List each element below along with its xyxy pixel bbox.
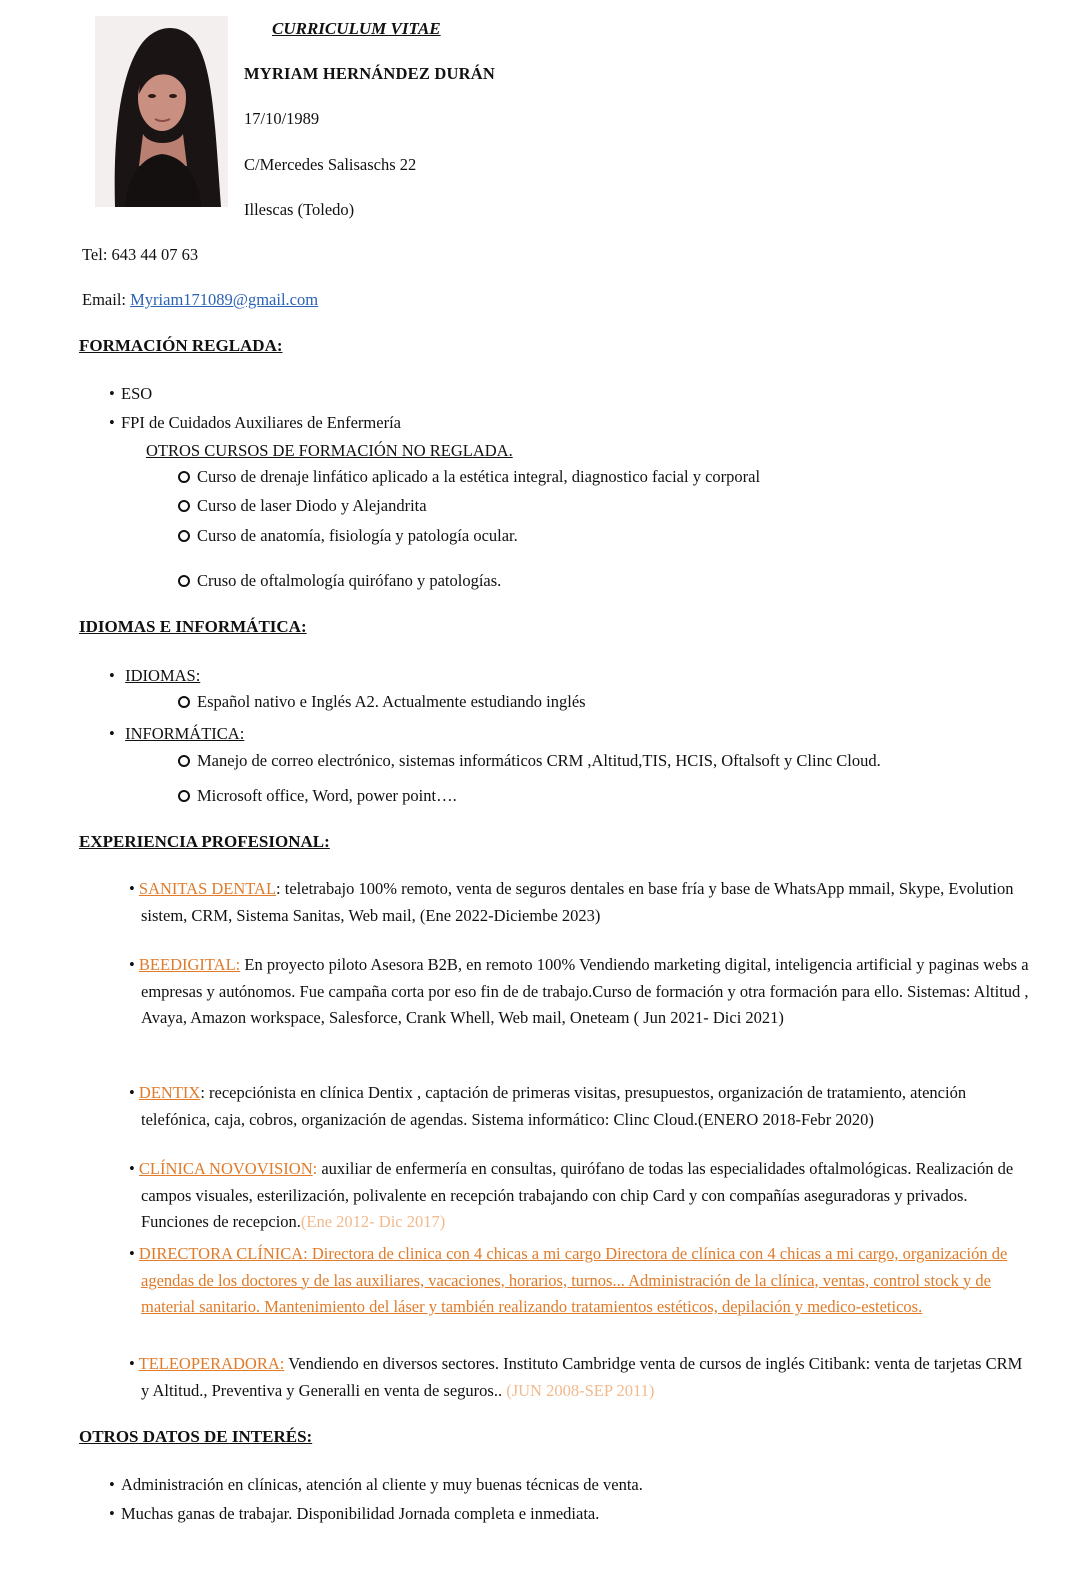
circle-bullet-icon (178, 471, 190, 483)
job-company: BEEDIGITAL: (138, 955, 241, 974)
circle-bullet-icon (178, 790, 190, 802)
job-entry: • SANITAS DENTAL: teletrabajo 100% remoto, venta de seguros dentales en base fría y base de WhatsApp mmail, Skype, Evolution sistem, CRM, Sistema Sanitas, Web mail, (Ene 2022-Diciembe 2023) (129, 879, 1014, 925)
job-entry: • TELEOPERADORA: Vendiendo en diversos sectores. Instituto Cambridge venta de cursos de inglés Citibank: venta de tarjetas CRM y Altitud., Preventiva y Generalli en venta de seguros.. (JUN 2008-SEP 2011) (129, 1354, 1023, 1400)
portrait-image (95, 16, 228, 207)
idiomas-label: IDIOMAS: (125, 666, 201, 685)
address-city: Illescas (Toledo) (244, 200, 355, 219)
section-heading-experience: EXPERIENCIA PROFESIONAL: (79, 832, 330, 851)
circle-bullet-icon (178, 696, 190, 708)
section-heading-languages: IDIOMAS E INFORMÁTICA: (79, 617, 307, 636)
job-description: auxiliar de enfermería en consultas, quirófano de todas las especialidades oftalmológicas. Realización de campos visuales, esterilización, polivalente en recepción trabajando con chip Card y con compañías aseguradoras y privados. Funciones de recepcion. (141, 1159, 1014, 1231)
email-row (82, 290, 318, 310)
job-entry: • CLÍNICA NOVOVISION: auxiliar de enfermería en consultas, quirófano de todas las especialidades oftalmológicas. Realización de campos visuales, esterilización, polivalente en recepción trabajando con chip Card y con compañías aseguradoras y privados. Funciones de recepcion.(Ene 2012- Dic 2017) (129, 1159, 1014, 1231)
list-item: Cruso de oftalmología quirófano y patologías. (178, 571, 501, 591)
address-street: C/Mercedes Salisaschs 22 (244, 155, 417, 174)
list-item: Manejo de correo electrónico, sistemas informáticos CRM ,Altitud,TIS, HCIS, Oftalsoft y Clinc Cloud. (178, 751, 881, 771)
job-company: CLÍNICA NOVOVISION (138, 1159, 313, 1178)
list-item: • ESO (109, 384, 152, 404)
list-item (109, 666, 200, 686)
list-item: Español nativo e Inglés A2. Actualmente estudiando inglés (178, 692, 586, 712)
list-item: Microsoft office, Word, power point…. (178, 786, 457, 806)
email-label: Email: (82, 290, 131, 309)
full-name: MYRIAM HERNÁNDEZ DURÁN (244, 64, 495, 83)
list-item: • FPI de Cuidados Auxiliares de Enfermería (109, 413, 401, 433)
birthdate: 17/10/1989 (244, 109, 320, 128)
job-description: Vendiendo en diversos sectores. Instituto Cambridge venta de cursos de inglés Citibank: venta de tarjetas CRM y Altitud., Preventiva y Generalli en venta de seguros.. (141, 1354, 1023, 1400)
job-company: SANITAS DENTAL (138, 879, 277, 898)
subheading-other-courses: OTROS CURSOS DE FORMACIÓN NO REGLADA. (146, 441, 513, 460)
circle-bullet-icon (178, 575, 190, 587)
list-item: Curso de drenaje linfático aplicado a la estética integral, diagnostico facial y corporal (178, 467, 760, 487)
job-description: recepciónista en clínica Dentix , captación de primeras visitas, presupuestos, organización de tratamiento, atención telefónica, caja, cobros, organización de agendas. Sistema informático: Clinc Cloud.(ENERO 2018-Febr 2020) (141, 1083, 967, 1129)
list-item: Curso de anatomía, fisiología y patología ocular. (178, 526, 518, 546)
list-item: • Muchas ganas de trabajar. Disponibilidad Jornada completa e inmediata. (109, 1504, 599, 1524)
job-company: DENTIX (138, 1083, 201, 1102)
job-description: En proyecto piloto Asesora B2B, en remoto 100% Vendiendo marketing digital, inteligencia artificial y paginas webs a empresas y autónomos. Fue campaña corta por eso fin de de trabajo.Curso de formación y otra formación para ello. Sistemas: Altitud , Avaya, Amazon workspace, Salesforce, Crank Whell, Web mail, Oneteam ( Jun 2021- Dici 2021) (141, 955, 1029, 1027)
circle-bullet-icon (178, 530, 190, 542)
email-link[interactable]: Myriam171089@gmail.com (130, 290, 319, 309)
job-entry: • BEEDIGITAL: En proyecto piloto Asesora B2B, en remoto 100% Vendiendo marketing digital, inteligencia artificial y paginas webs a empresas y autónomos. Fue campaña corta por eso fin de de trabajo.Curso de formación y otra formación para ello. Sistemas: Altitud , Avaya, Amazon workspace, Salesforce, Crank Whell, Web mail, Oneteam ( Jun 2021- Dici 2021) (129, 955, 1029, 1027)
phone: Tel: 643 44 07 63 (82, 245, 199, 264)
section-heading-education: FORMACIÓN REGLADA: (79, 336, 283, 355)
list-item (109, 724, 244, 744)
job-description: Directora de clinica con 4 chicas a mi cargo Directora de clínica con 4 chicas a mi cargo, organización de agendas de los doctores y de las auxiliares, vacaciones, horarios, turnos... Administración de la clínica, ventas, control stock y de material sanitario. Mantenimiento del láser y también realizando tratamientos estéticos, depilación y medico-esteticos. (141, 1244, 1008, 1316)
job-company: DIRECTORA CLÍNICA: (138, 1244, 308, 1263)
informatica-label: INFORMÁTICA: (125, 724, 245, 743)
circle-bullet-icon (178, 755, 190, 767)
job-entry: • DIRECTORA CLÍNICA: Directora de clinica con 4 chicas a mi cargo Directora de clínica con 4 chicas a mi cargo, organización de agendas de los doctores y de las auxiliares, vacaciones, horarios, turnos... Administración de la clínica, ventas, control stock y de material sanitario. Mantenimiento del láser y también realizando tratamientos estéticos, depilación y medico-esteticos. (129, 1244, 1008, 1316)
job-dates: (JUN 2008-SEP 2011) (506, 1380, 655, 1400)
job-description: teletrabajo 100% remoto, venta de seguros dentales en base fría y base de WhatsApp mmail, Skype, Evolution sistem, CRM, Sistema Sanitas, Web mail, (Ene 2022-Diciembe 2023) (141, 879, 1014, 925)
cv-title: CURRICULUM VITAE (272, 19, 441, 38)
circle-bullet-icon (178, 500, 190, 512)
job-company: TELEOPERADORA: (138, 1354, 285, 1373)
job-dates: (Ene 2012- Dic 2017) (300, 1212, 446, 1231)
profile-photo (95, 16, 228, 207)
section-heading-other: OTROS DATOS DE INTERÉS: (79, 1427, 313, 1446)
list-item: Curso de laser Diodo y Alejandrita (178, 496, 427, 516)
list-item: • Administración en clínicas, atención al cliente y muy buenas técnicas de venta. (109, 1475, 643, 1495)
job-entry: • DENTIX: recepciónista en clínica Dentix , captación de primeras visitas, presupuestos, organización de tratamiento, atención telefónica, caja, cobros, organización de agendas. Sistema informático: Clinc Cloud.(ENERO 2018-Febr 2020) (129, 1083, 967, 1129)
